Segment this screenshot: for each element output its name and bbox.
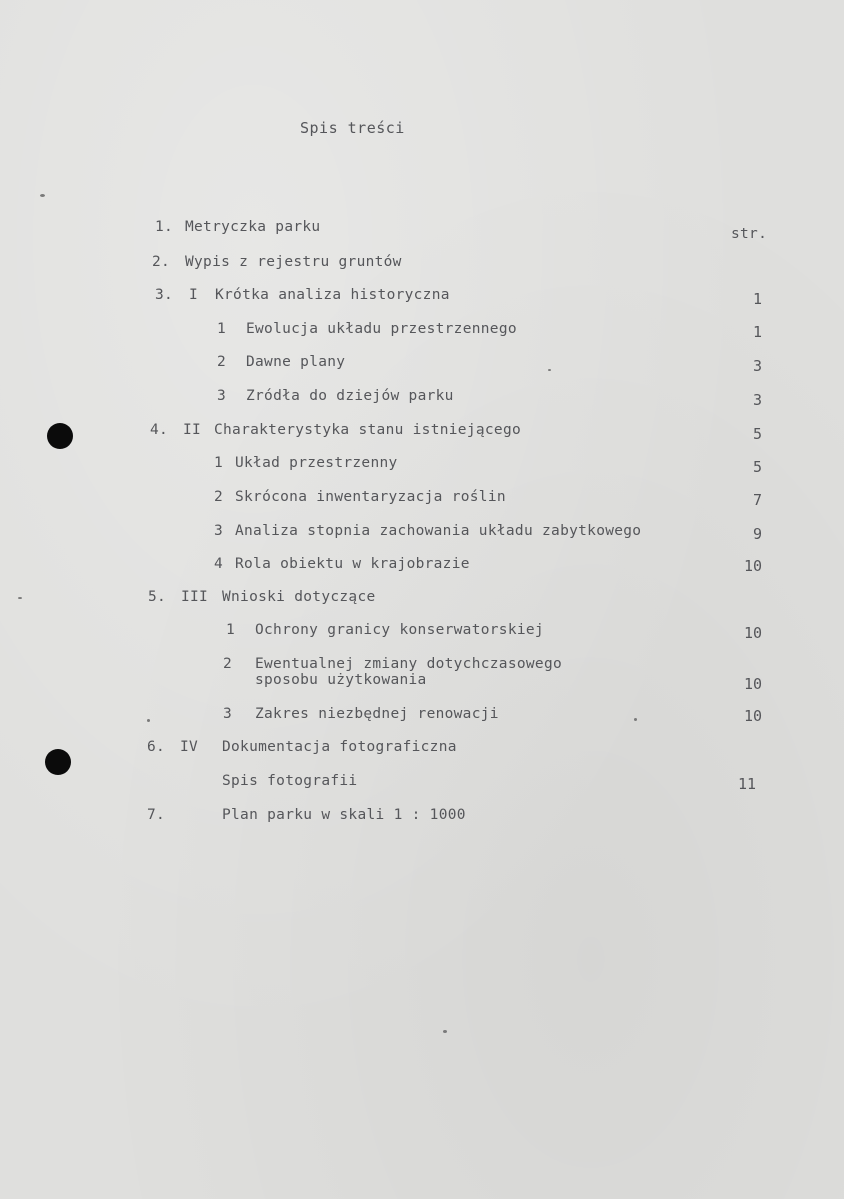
entry-title: Spis fotografii <box>222 773 358 789</box>
entry-number: 2 <box>214 489 224 505</box>
entry-title: Charakterystyka stanu istniejącego <box>214 422 522 438</box>
entry-title-continued: sposobu użytkowania <box>255 672 427 688</box>
entry-page: 1 <box>752 290 762 308</box>
entry-page: 10 <box>743 675 762 693</box>
punch-hole <box>45 749 71 775</box>
entry-roman: II <box>183 422 202 438</box>
entry-page: 3 <box>752 357 762 375</box>
entry-page: 3 <box>752 391 762 409</box>
entry-number: 7. <box>147 807 166 823</box>
entry-page: 1 <box>752 323 762 341</box>
entry-title: Plan parku w skali 1 : 1000 <box>222 807 466 823</box>
punch-hole <box>47 423 73 449</box>
entry-roman: I <box>189 287 199 303</box>
entry-title: Dokumentacja fotograficzna <box>222 739 457 755</box>
entry-number: 3 <box>223 706 233 722</box>
entry-page: 7 <box>752 491 762 509</box>
entry-page: 5 <box>752 458 762 476</box>
entry-page: 10 <box>743 707 762 725</box>
entry-page: 10 <box>743 557 762 575</box>
entry-title: Ewentualnej zmiany dotychczasowego <box>255 656 563 672</box>
entry-number: 6. <box>147 739 166 755</box>
paper-speck <box>40 194 45 197</box>
entry-title: Zródła do dziejów parku <box>246 388 454 404</box>
entry-title: Krótka analiza historyczna <box>215 287 450 303</box>
entry-number: 2. <box>152 254 171 270</box>
entry-title: Układ przestrzenny <box>235 455 398 471</box>
entry-number: 1. <box>155 219 174 235</box>
entry-title: Analiza stopnia zachowania układu zabytkowego <box>235 523 642 539</box>
entry-page: 9 <box>752 525 762 543</box>
entry-number: 3 <box>214 523 224 539</box>
entry-number: 4 <box>214 556 224 572</box>
entry-title: Ewolucja układu przestrzennego <box>246 321 517 337</box>
entry-number: 4. <box>150 422 169 438</box>
paper-speck <box>548 369 551 371</box>
paper-speck <box>147 719 150 722</box>
entry-page: 10 <box>743 624 762 642</box>
entry-title: Metryczka parku <box>185 219 321 235</box>
entry-number: 1 <box>217 321 227 337</box>
entry-number: 3. <box>155 287 174 303</box>
entry-number: 2 <box>223 656 233 672</box>
page-title: Spis treści <box>300 119 405 137</box>
paper-speck <box>634 718 637 721</box>
entry-number: 5. <box>148 589 167 605</box>
entry-number: 3 <box>217 388 227 404</box>
entry-title: Dawne plany <box>246 354 346 370</box>
entry-title: Wypis z rejestru gruntów <box>185 254 402 270</box>
entry-page: 5 <box>752 425 762 443</box>
entry-title: Zakres niezbędnej renowacji <box>255 706 499 722</box>
entry-number: 1 <box>214 455 224 471</box>
page-column-label: str. <box>731 226 768 242</box>
paper-speck <box>443 1030 447 1033</box>
paper-speck <box>18 597 22 599</box>
entry-page: 11 <box>737 775 756 793</box>
entry-number: 1 <box>226 622 236 638</box>
entry-roman: IV <box>180 739 199 755</box>
entry-title: Skrócona inwentaryzacja roślin <box>235 489 506 505</box>
entry-number: 2 <box>217 354 227 370</box>
entry-roman: III <box>181 589 209 605</box>
entry-title: Wnioski dotyczące <box>222 589 376 605</box>
entry-title: Ochrony granicy konserwatorskiej <box>255 622 544 638</box>
entry-title: Rola obiektu w krajobrazie <box>235 556 470 572</box>
